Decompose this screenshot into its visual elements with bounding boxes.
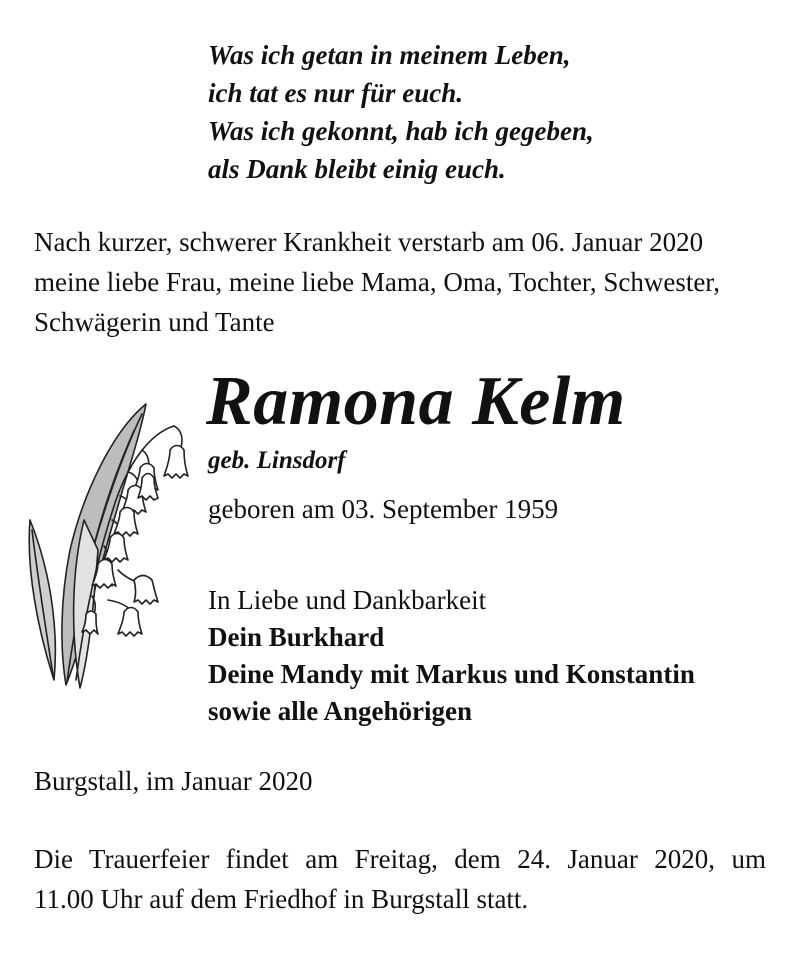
birth-name: geb. Linsdorf <box>208 447 346 474</box>
poem-line: Was ich gekonnt, hab ich gegeben, <box>208 116 594 146</box>
poem-line: ich tat es nur für euch. <box>208 78 464 108</box>
poem-line: Was ich getan in meinem Leben, <box>208 40 571 70</box>
intro-line: Schwägerin und Tante <box>34 307 275 337</box>
deceased-name: Ramona Kelm <box>206 363 626 440</box>
funeral-line: 11.00 Uhr auf dem Friedhof in Burgstall statt. <box>34 884 529 914</box>
poem-line: als Dank bleibt einig euch. <box>208 154 506 184</box>
mourner-line: sowie alle Angehörigen <box>208 696 472 726</box>
signoff-phrase: In Liebe und Dankbarkeit <box>208 585 487 615</box>
birth-date: geboren am 03. September 1959 <box>208 494 559 524</box>
place-date: Burgstall, im Januar 2020 <box>34 766 313 796</box>
signoff <box>208 582 695 730</box>
mourner-line: Dein Burkhard <box>208 622 385 652</box>
intro-line: meine liebe Frau, meine liebe Mama, Oma, Tochter, Schwester, <box>34 267 720 297</box>
funeral-notice <box>34 839 766 919</box>
intro-line: Nach kurzer, schwerer Krankheit verstarb am 06. Januar 2020 <box>34 227 704 257</box>
intro-text <box>34 222 774 342</box>
mourner-line: Deine Mandy mit Markus und Konstantin <box>208 659 695 689</box>
funeral-line: Die Trauerfeier findet am Freitag, dem 24. Januar 2020, um <box>34 844 766 874</box>
poem <box>208 36 594 188</box>
lily-of-the-valley-icon <box>24 400 199 695</box>
